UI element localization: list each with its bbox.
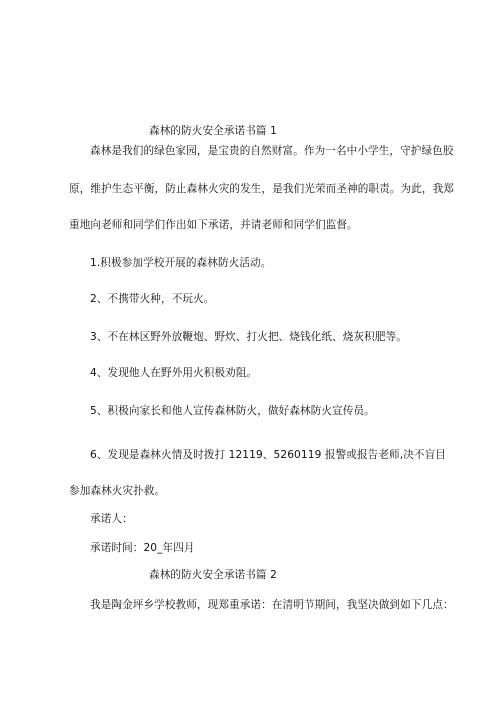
signer-label: 承诺人： <box>90 513 133 525</box>
list-item: 6、发现是森林火情及时拨打 12119、5260119 报警或报告老师,决不盲目 <box>90 449 446 461</box>
paragraph-line: 重地向老师和同学们作出如下承诺，并请老师和同学们监督。 <box>69 219 358 231</box>
promise-date: 承诺时间：20_年四月 <box>90 542 195 554</box>
list-item: 4、发现他人在野外用火积极劝阻。 <box>90 367 258 379</box>
section-2-title: 森林的防火安全承诺书篇 2 <box>149 569 277 581</box>
list-item-continued: 参加森林火灾扑救。 <box>69 485 166 497</box>
section-1-title: 森林的防火安全承诺书篇 1 <box>149 125 277 137</box>
list-item: 1.积极参加学校开展的森林防火活动。 <box>90 257 272 269</box>
list-item: 5、积极向家长和他人宣传森林防火，做好森林防火宣传员。 <box>90 405 375 417</box>
paragraph-line: 我是陶金坪乡学校教师，现郑重承诺：在清明节期间，我坚决做到如下几点： <box>90 599 454 611</box>
list-item: 3、不在林区野外放鞭炮、野炊、打火把、烧钱化纸、烧灰积肥等。 <box>90 331 407 343</box>
paragraph-line: 原，维护生态平衡，防止森林火灾的发生，是我们光荣而圣神的职责。为此，我郑 <box>69 183 454 195</box>
list-item: 2、不携带火种，不玩火。 <box>90 293 215 305</box>
paragraph-line: 森林是我们的绿色家园，是宝贵的自然财富。作为一名中小学生，守护绿色胶 <box>90 145 454 157</box>
